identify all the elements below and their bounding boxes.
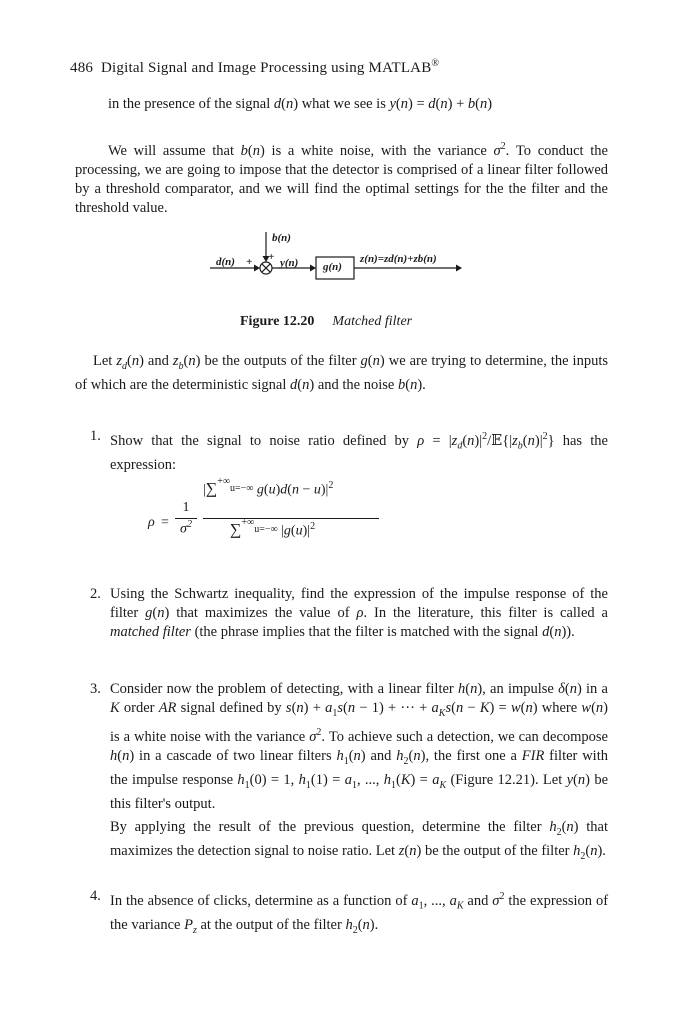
plus-sign-top: + <box>268 251 275 263</box>
filter-output-label: z(n)=zd(n)+zb(n) <box>360 253 437 265</box>
caption-label: Figure 12.20 <box>240 314 315 329</box>
page-number: 486 <box>70 60 94 76</box>
snr-formula: ρ = 1 $\sigma^2$ |∑$^{^{+\infty}_{u=-\infty}}$ $g(u)d(n - u)|^2$ ∑$^{^{+\infty}_{u=-\infty}}$ $|g(u)|^2$ <box>145 480 385 550</box>
sum-output-label: y(n) <box>280 257 299 269</box>
caption-text: Matched filter <box>332 314 413 329</box>
assumption-paragraph: We will assume that b(n) is a white noise, with the variance $\sigma^2$. To conduct the processing, we are going to impose that the detector is comprised of a linear filter followed by a threshold comparator, and we will find the optimal settings for the the filter and the threshold value. <box>75 141 608 216</box>
figure-caption <box>240 314 412 330</box>
filter-block-label: g(n) <box>323 261 342 273</box>
plus-sign-left: + <box>246 256 253 268</box>
question-number: 1. <box>90 428 101 444</box>
running-header <box>70 58 439 77</box>
document-page: 486 Digital Signal and Image Processing using MATLAB® in the presence of the signal d(n) what we see is y(n) = d(n) + b(n) We will assume that b(n) is a white noise, with the variance $\sigma^2$. To conduct the processing, we are going to impose that the detector is comprised of a linear filter followed by a threshold comparator, and we will find the optimal settings for the the filter and the threshold value. b(n) d(n) + + y(n) g(n) z(n)=zd(n)+zb(n) Figure 12.20 Matched filter Let $z_d(n)$ and $z_b(n)$ be the outputs of the filter g(n) we are trying to determine, the inputs of which are the deterministic signal d(n) and the noise b(n). 1. Show that the signal to noise ratio defined by $\rho = |z_d(n)|^2/𝔼\{|z_b(n)|^2\}$ has the expression: ρ = 1 $\sigma^2$ |∑$^{^{+\infty}_{u=-\infty}}$ $g(u)d(n - u)|^2$ ∑$^{^{+\infty}_{u=-\infty}}$ $|g(u)|^2$ 2. Using the Schwartz inequality, find the expression of the impulse response of the filter g(n) that maximizes the value of ρ. In the literature, this filter is called a matched filter (the phrase implies that the filter is matched with the signal d(n)). 3. Consider now the problem of detecting, with a linear filter h(n), an impulse δ(n) in a K order AR signal defined by $s(n) + a_1s(n - 1)$ + ··· + $a_Ks(n - K) = w(n)$ where w(n) is a white noise with the variance $\sigma^2$. To achieve such a detection, we can decompose h(n) in a cascade of two linear filters $h_1(n)$ and $h_2(n)$, the first one a FIR filter with the impulse response $h_1(0) = 1$, $h_1(1) = a_1$, ..., $h_1(K) = a_K$ (Figure 12.21). Let y(n) be this filter's output. By applying the result of the previous question, determine the filter $h_2(n)$ that maximizes the detection signal to noise ratio. Let z(n) be the output of the filter $h_2(n)$. 4. In the absence of clicks, determine as a function of $a_1$, ..., $a_K$ and $\sigma^2$ the expression of the variance $P_z$ at the output of the filter $h_2(n)$. <box>70 58 609 936</box>
intro-paragraph: in the presence of the signal d(n) what we see is y(n) = d(n) + b(n) <box>108 96 493 112</box>
question-number: 3. <box>90 681 101 697</box>
signal-input-label: d(n) <box>216 256 235 268</box>
noise-input-label: b(n) <box>272 232 291 244</box>
registered-mark: ® <box>431 58 440 69</box>
outputs-paragraph: Let $z_d(n)$ and $z_b(n)$ be the outputs of the filter g(n) we are trying to determine, the inputs of which are the deterministic signal d(n) and the noise b(n). <box>75 353 608 393</box>
question-number: 4. <box>90 888 101 904</box>
question-number: 2. <box>90 586 101 602</box>
matched-filter-diagram <box>210 228 470 298</box>
book-title: Digital Signal and Image Processing using MATLAB <box>101 60 432 76</box>
